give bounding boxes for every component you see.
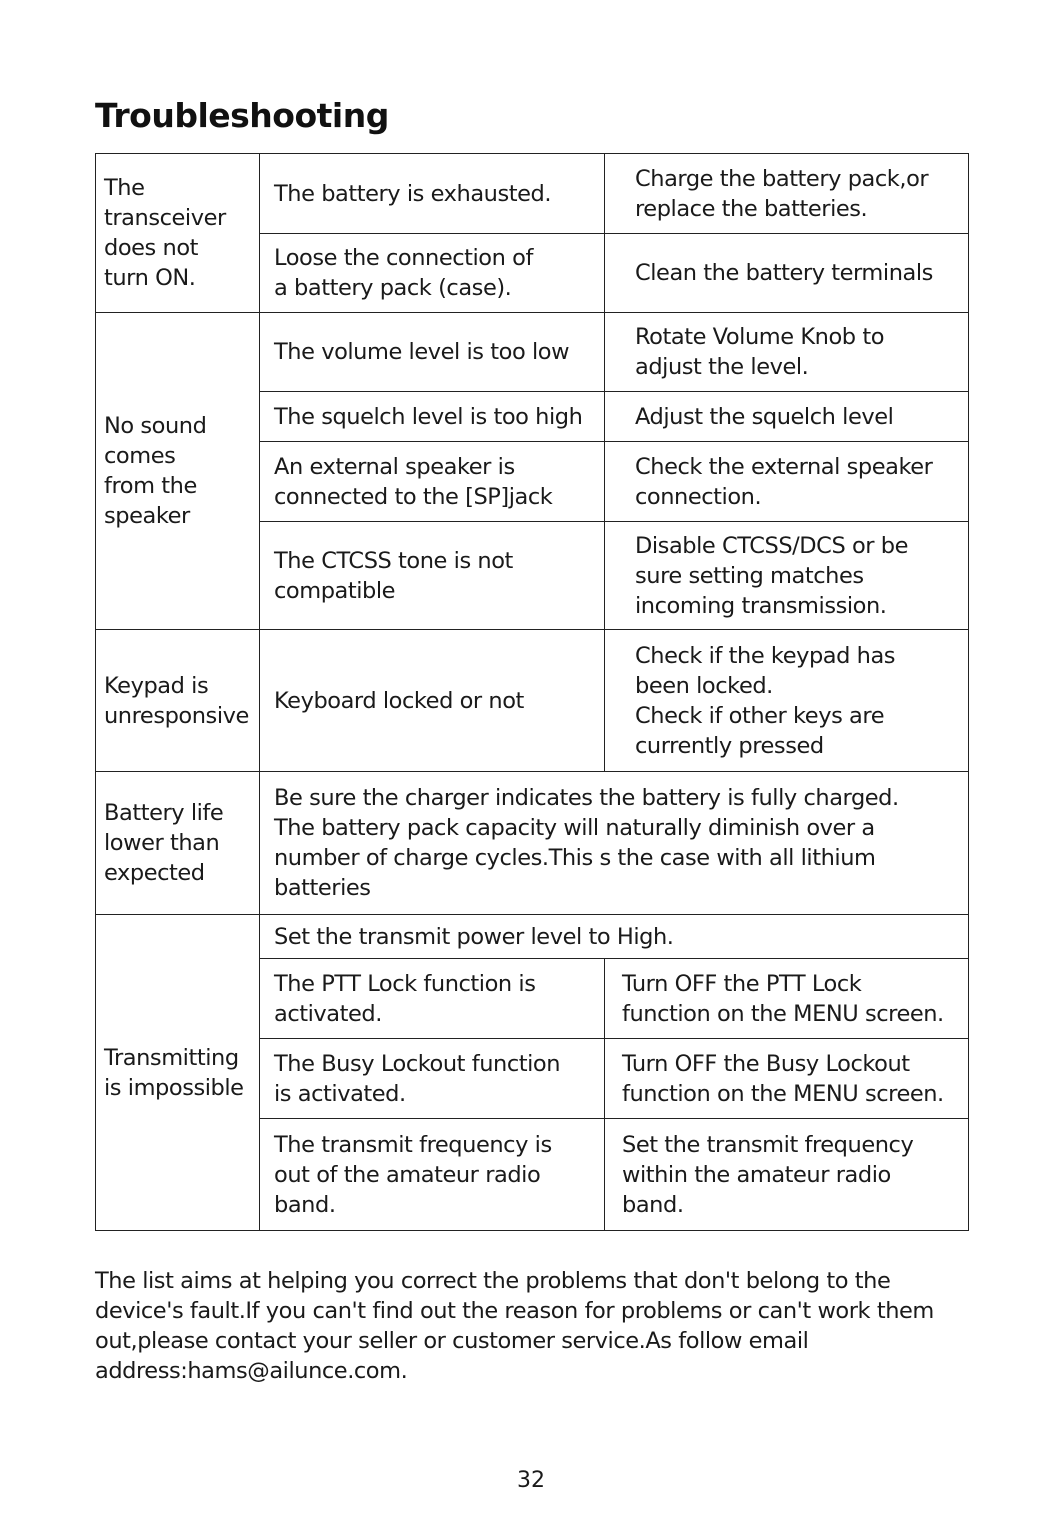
- problem-cell: [96, 630, 260, 772]
- cause-cell: [260, 522, 605, 630]
- table-row: [96, 630, 969, 772]
- solution-cell: [605, 392, 969, 442]
- cause-cell: [260, 313, 605, 392]
- solution-cell: [605, 522, 969, 630]
- solution-cell: [605, 442, 969, 522]
- solution-cell: [605, 959, 969, 1039]
- solution-cell: [605, 1119, 969, 1231]
- problem-text: The transceiver does not turn ON.: [104, 175, 226, 291]
- cause-text: The squelch level is too high: [274, 403, 583, 430]
- solution-cell: [605, 313, 969, 392]
- cause-text: The volume level is too low: [274, 339, 570, 365]
- cause-cell: [260, 959, 605, 1039]
- problem-text: Battery life lower than expected: [104, 800, 224, 886]
- combined-text: Set the transmit power level to High.: [274, 923, 674, 950]
- problem-cell: [96, 154, 260, 313]
- cause-cell: [260, 392, 605, 442]
- page-number: 32: [517, 1468, 545, 1493]
- cause-text: The battery is exhausted.: [274, 180, 552, 207]
- problem-text: Transmitting is impossible: [104, 1044, 244, 1101]
- page-title: Troubleshooting: [95, 96, 389, 135]
- cause-cell: [260, 1039, 605, 1119]
- problem-cell: [96, 313, 260, 630]
- problem-cell: [96, 915, 260, 1231]
- solution-cell: [605, 234, 969, 313]
- combined-cell: [260, 915, 969, 959]
- solution-text: Check if the keypad has been locked. Check if other keys are currently pressed: [635, 642, 896, 759]
- table-row: [96, 772, 969, 915]
- combined-cell: [260, 772, 969, 915]
- solution-text: Turn OFF the Busy Lockout function on the MENU screen.: [622, 1050, 944, 1107]
- solution-text: Clean the battery terminals: [635, 260, 933, 286]
- table-row: [96, 154, 969, 234]
- cause-cell: [260, 234, 605, 313]
- solution-text: Charge the battery pack,or replace the batteries.: [635, 165, 929, 222]
- table-row: [96, 313, 969, 392]
- cause-cell: [260, 630, 605, 772]
- solution-text: Set the transmit frequency within the amateur radio band.: [622, 1131, 914, 1218]
- problem-cell: [96, 772, 260, 915]
- solution-text: Turn OFF the PTT Lock function on the MENU screen.: [622, 970, 944, 1027]
- solution-cell: [605, 630, 969, 772]
- cause-text: Loose the connection of a battery pack (case).: [274, 245, 533, 301]
- cause-text: The PTT Lock function is activated.: [274, 970, 536, 1027]
- problem-text: Keypad is unresponsive: [104, 672, 249, 729]
- cause-text: Keyboard locked or not: [274, 687, 524, 714]
- solution-text: Adjust the squelch level: [635, 403, 894, 430]
- cause-text: The Busy Lockout function is activated.: [274, 1050, 561, 1107]
- cause-text: The CTCSS tone is not compatible: [274, 547, 513, 604]
- troubleshooting-table: [95, 153, 969, 1231]
- problem-text: No sound comes from the speaker: [104, 413, 207, 529]
- cause-text: The transmit frequency is out of the amateur radio band.: [274, 1131, 552, 1218]
- combined-text: Be sure the charger indicates the battery is fully charged. The battery pack capacity will naturally diminish over a number of charge cycles.This s the case with all lithium batteries: [274, 785, 899, 901]
- cause-cell: [260, 1119, 605, 1231]
- cause-text: An external speaker is connected to the [SP]jack: [274, 453, 553, 510]
- solution-text: Disable CTCSS/DCS or be sure setting matches incoming transmission.: [635, 532, 909, 619]
- table-row: [96, 915, 969, 959]
- footer-note: The list aims at helping you correct the problems that don't belong to the device's fault.If you can't find out the reason for problems or can't work them out,please contact your seller or customer service.As follow email address:hams@ailunce.com.: [95, 1268, 934, 1384]
- solution-text: Rotate Volume Knob to adjust the level.: [635, 324, 885, 380]
- cause-cell: [260, 154, 605, 234]
- solution-cell: [605, 154, 969, 234]
- cause-cell: [260, 442, 605, 522]
- solution-cell: [605, 1039, 969, 1119]
- solution-text: Check the external speaker connection.: [635, 453, 933, 510]
